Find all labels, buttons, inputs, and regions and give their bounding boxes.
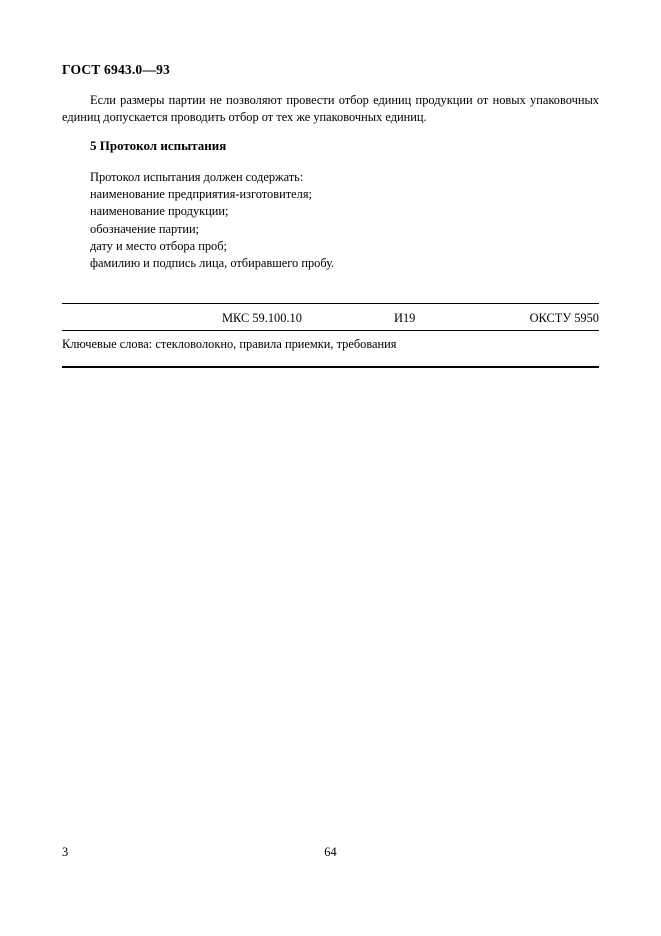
classification-codes-row (62, 311, 599, 327)
list-intro: Протокол испытания должен содержать: (90, 170, 304, 184)
divider-below-keywords (62, 366, 599, 368)
okstu-code: ОКСТУ 5950 (529, 311, 599, 325)
index-code: И19 (394, 311, 416, 325)
mks-code: МКС 59.100.10 (222, 311, 302, 325)
divider-above-codes (62, 303, 599, 304)
list-item: фамилию и подпись лица, отбиравшего пробу. (90, 256, 335, 271)
keywords-line: Ключевые слова: стекловолокно, правила приемки, требования (62, 337, 397, 351)
list-item: обозначение партии; (90, 221, 200, 236)
list-item: наименование предприятия-изготовителя; (90, 187, 312, 202)
list-item: дату и место отбора проб; (90, 238, 227, 253)
footer-page-number-center: 64 (324, 845, 337, 859)
standard-designation-header: ГОСТ 6943.0—93 (62, 62, 170, 77)
footer-page-number-left: 3 (62, 845, 69, 859)
list-item: наименование продукции; (90, 204, 229, 219)
protocol-requirements-list (90, 169, 590, 272)
section-heading-5: 5 Протокол испытания (90, 138, 227, 153)
divider-below-codes (62, 330, 599, 331)
body-paragraph-1: Если размеры партии не позволяют провести отбор единиц продукции от новых упаковочных единиц допускается проводить отбор от тех же упаковочных единиц. (62, 93, 599, 124)
